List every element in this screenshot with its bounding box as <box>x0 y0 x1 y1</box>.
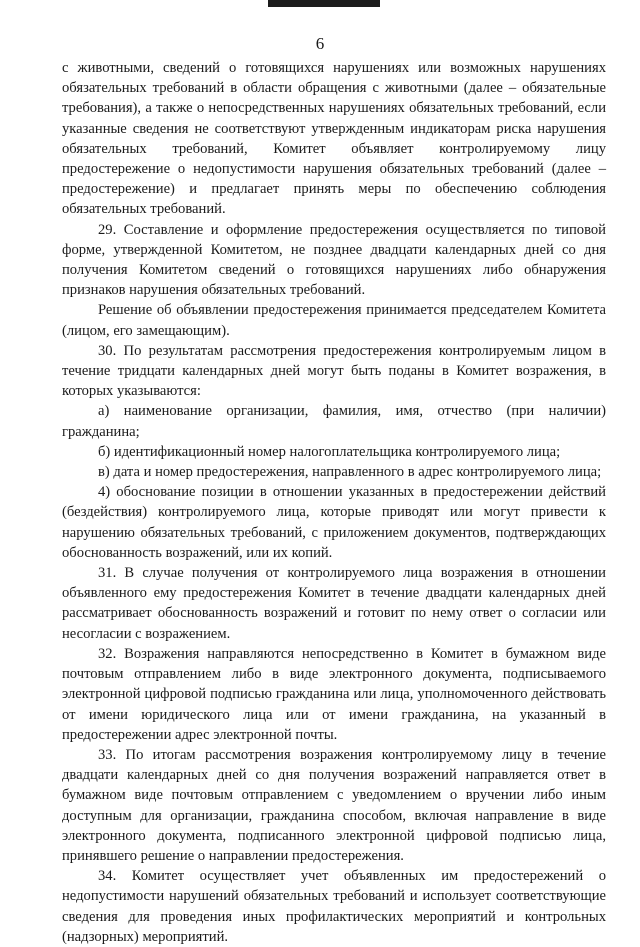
page-number: 6 <box>315 34 325 53</box>
paragraph-continuation: с животными, сведений о готовящихся нарушениях или возможных нарушениях обязательных требований в области обращения с животными (далее – обязательные требования), а также о непосредственных нарушениях обязательных требований, если указанные сведения не соответствуют утвержденным индикаторам риска нарушения обязательных требований, Комитет объявляет контролируемому лицу предостережение о недопустимости нарушения обязательных требований (далее – предостережение) и предлагает принять меры по обеспечению соблюдения обязательных требований. <box>62 60 606 218</box>
paragraph-30-item-4: 4) обоснование позиции в отношении указанных в предостережении действий (бездействия) контролируемого лица, которые приводят или могут привести к нарушению обязательных требований, с приложением документов, подтверждающих обоснованность возражений, или их копий. <box>62 484 606 561</box>
paragraph-34: 34. Комитет осуществляет учет объявленных им предостережений о недопустимости нарушений обязательных требований и использует соответствующие сведения для проведения иных профилактических мероприятий и контрольных (надзорных) мероприятий. <box>62 868 606 945</box>
paragraph-30-item-a: а) наименование организации, фамилия, имя, отчество (при наличии) гражданина; <box>62 403 606 440</box>
paragraph-33: 33. По итогам рассмотрения возражения контролируемому лицу в течение двадцати календарных дней со дня получения возражений направляется ответ в бумажном виде почтовым отправлением с уведомлением о вручении либо иным доступным для организации, гражданина способом, включая направление в виде электронного документа, подписанного электронной цифровой подписью лица, принявшего решение о направлении предостережения. <box>62 746 606 864</box>
document-body <box>62 58 606 947</box>
paragraph-31: 31. В случае получения от контролируемого лица возражения в отношении объявленного ему предостережения Комитет в течение двадцати календарных дней рассматривает обоснованность возражений и готовит по нему ответ о согласии или несогласии с возражением. <box>62 565 606 642</box>
paragraph-32: 32. Возражения направляются непосредственно в Комитет в бумажном виде почтовым отправлением либо в виде электронного документа, подписываемого электронной цифровой подписью гражданина или лица, уполномоченного действовать от имени юридического лица или от имени гражданина, на указанный в предостережении адрес электронной почты. <box>62 645 606 743</box>
paragraph-30-item-b: б) идентификационный номер налогоплательщика контролируемого лица; <box>98 443 561 460</box>
paragraph-30-item-c: в) дата и номер предостережения, направленного в адрес контролируемого лица; <box>98 464 602 481</box>
paragraph-29: 29. Составление и оформление предостережения осуществляется по типовой форме, утвержденной Комитетом, не позднее двадцати календарных дней со дня получения Комитетом сведений о готовящихся нарушениях либо обнаружения признаков нарушения обязательных требований. <box>62 221 606 299</box>
paragraph-29-decision: Решение об объявлении предостережения принимается председателем Комитета (лицом, его замещающим). <box>62 302 606 339</box>
scan-edge-mark <box>268 0 380 7</box>
paragraph-30: 30. По результатам рассмотрения предостережения контролируемым лицом в течение тридцати календарных дней могут быть поданы в Комитет возражения, в которых указываются: <box>62 342 606 400</box>
